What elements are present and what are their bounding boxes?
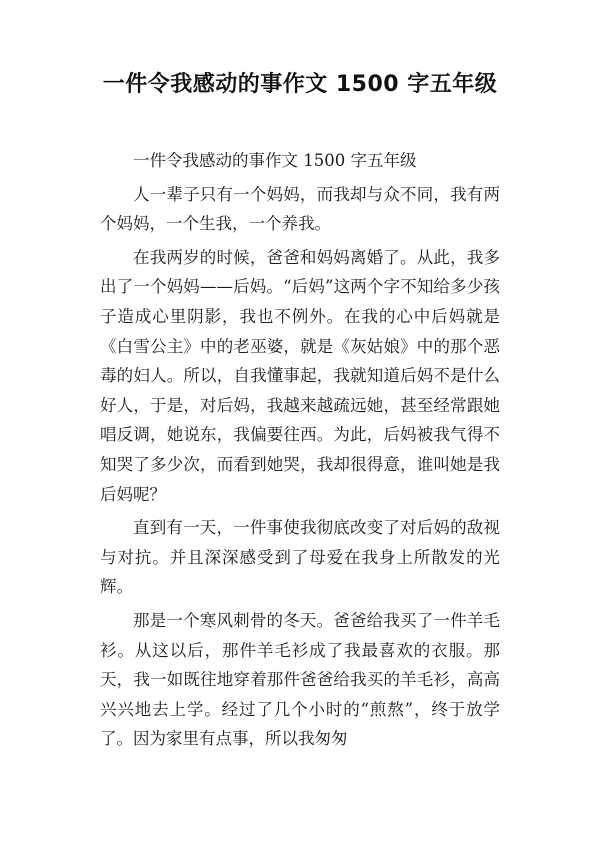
paragraph-1: 人一辈子只有一个妈妈，而我却与众不同，我有两个妈妈，一个生我，一个养我。: [100, 184, 500, 234]
document-body: [100, 146, 500, 754]
paragraph-4: 那是一个寒风刺骨的冬天。爸爸给我买了一件羊毛衫。从这以后，那件羊毛衫成了我最喜欢的衣服。那天，我一如既往地穿着那件爸爸给我买的羊毛衫，高高兴兴地去上学。经过了几个小时的“煎熬”，终于放学了。因为家里有点事，所以我匆匆: [100, 610, 500, 749]
paragraph-3: 直到有一天，一件事使我彻底改变了对后妈的敌视与对抗。并且深深感受到了母爱在我身上所散发的光辉。: [100, 518, 500, 597]
document-title: 一件令我感动的事作文 1500 字五年级: [102, 72, 498, 97]
paragraph-subtitle: 一件令我感动的事作文 1500 字五年级: [133, 151, 417, 170]
paragraph-2: 在我两岁的时候，爸爸和妈妈离婚了。从此，我多出了一个妈妈——后妈。“后妈”这两个字不知给多少孩子造成心里阴影，我也不例外。在我的心中后妈就是《白雪公主》中的老巫婆，就是《灰姑娘》中的那个恶毒的妇人。所以，自我懂事起，我就知道后妈不是什么好人，于是，对后妈，我越来越疏远她，甚至经常跟她唱反调，她说东，我偏要往西。为此，后妈被我气得不知哭了多少次，而看到她哭，我却很得意，谁叫她是我后妈呢？: [100, 247, 500, 504]
